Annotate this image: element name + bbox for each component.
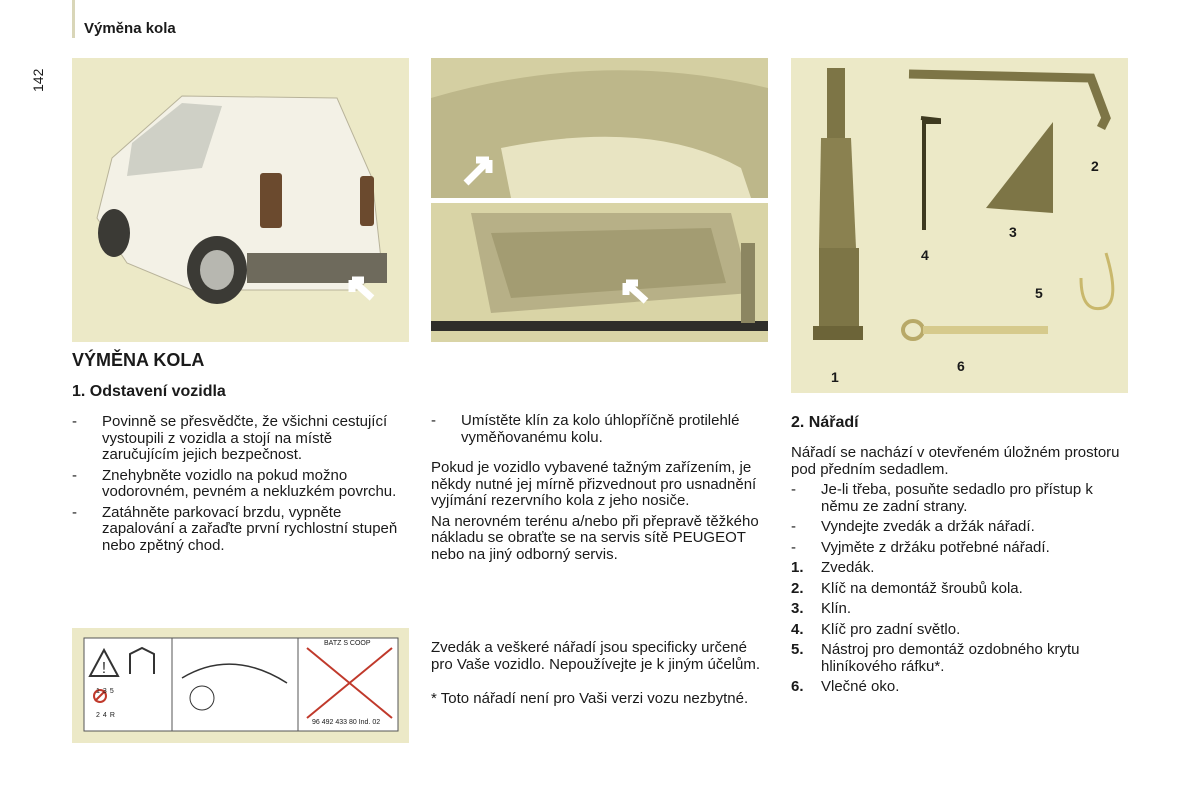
seat-figure <box>431 58 768 198</box>
list-item: 4. Klíč pro zadní světlo. <box>791 620 961 638</box>
section-title: VÝMĚNA KOLA <box>72 350 205 370</box>
callout-4: 4 <box>921 247 929 263</box>
list-item: - Je-li třeba, posuňte sedadlo pro přístup k němu ze zadní strany. <box>791 481 1093 515</box>
chock-list <box>431 413 771 446</box>
list-item: 1. Zvedák. <box>791 559 875 576</box>
callout-1: 1 <box>831 369 839 385</box>
warning-label-figure <box>72 628 409 743</box>
list-item: - Znehybněte vozidlo na pokud možno vodorovném, pevném a nekluzkém povrchu. <box>72 466 397 500</box>
subsection-title: 1. Odstavení vozidla <box>72 383 226 400</box>
gear-number-row: 135 <box>96 688 117 695</box>
towbar-paragraph: Pokud je vozidlo vybavené tažným zařízením, je někdy nutné jej mírně přizvednout pro usnadnění vyjímání rezervního kola z jeho nosiče. <box>431 459 757 509</box>
list-item: 6. Vlečné oko. <box>791 678 900 695</box>
tools-figure <box>791 58 1128 393</box>
label-maker: BATZ S COOP <box>324 640 371 647</box>
column-middle <box>431 413 771 567</box>
storage-compartment-figure <box>431 203 768 342</box>
callout-6: 6 <box>957 358 965 374</box>
safety-list <box>72 414 412 554</box>
callout-2: 2 <box>1091 158 1099 174</box>
terrain-paragraph: Na nerovném terénu a/nebo při přepravě těžkého nákladu se obraťte se na servis sítě PEUGEOT nebo na jiný odborný servis. <box>431 512 759 563</box>
list-item: - Vyndejte zvedák a držák nářadí. <box>791 518 1035 535</box>
list-item: 3. Klín. <box>791 600 852 617</box>
footnote: * Toto nářadí není pro Vaši verzi vozu nezbytné. <box>431 690 749 707</box>
tools-intro: Nářadí se nachází v otevřeném úložném prostoru pod předním sedadlem. <box>791 444 1120 478</box>
svg-text:!: ! <box>101 660 107 677</box>
list-item: - Zatáhněte parkovací brzdu, vypněte zapalování a zařaďte první rychlostní stupeň nebo zpětný chod. <box>72 503 398 554</box>
header-accent-bar <box>72 0 75 38</box>
callout-5: 5 <box>1035 285 1043 301</box>
tools-numbered-list <box>791 560 1131 696</box>
column-right <box>791 414 1131 700</box>
tools-usage-paragraph: Zvedák a veškeré nářadí jsou specificky určené pro Vaše vozidlo. Nepoužívejte je k jiným účelům. <box>431 639 761 673</box>
van-rear-figure <box>72 58 409 342</box>
page-header-title: Výměna kola <box>84 20 176 37</box>
list-item: - Umístěte klín za kolo úhlopříčně protilehlé vyměňovanému kolu. <box>431 412 740 446</box>
page-number: 142 <box>30 68 46 92</box>
list-item: - Vyjměte z držáku potřebné nářadí. <box>791 538 1050 556</box>
tools-section-title: 2. Nářadí <box>791 414 859 431</box>
list-item: - Povinně se přesvědčte, že všichni cestující vystoupili z vozidla a stojí na místě zaručujícím jejich bezpečnost. <box>72 413 388 463</box>
list-item: 5. Nástroj pro demontáž ozdobného krytu hliníkového ráfku*. <box>791 641 1080 675</box>
label-part-number: 96 492 433 80 Ind. 02 <box>312 719 381 726</box>
tools-steps-list <box>791 482 1131 556</box>
gear-number-row: 24R <box>96 712 118 719</box>
callout-3: 3 <box>1009 224 1017 240</box>
list-item: 2. Klíč na demontáž šroubů kola. <box>791 579 1023 597</box>
column-left <box>72 350 412 558</box>
tools-note <box>431 640 771 712</box>
